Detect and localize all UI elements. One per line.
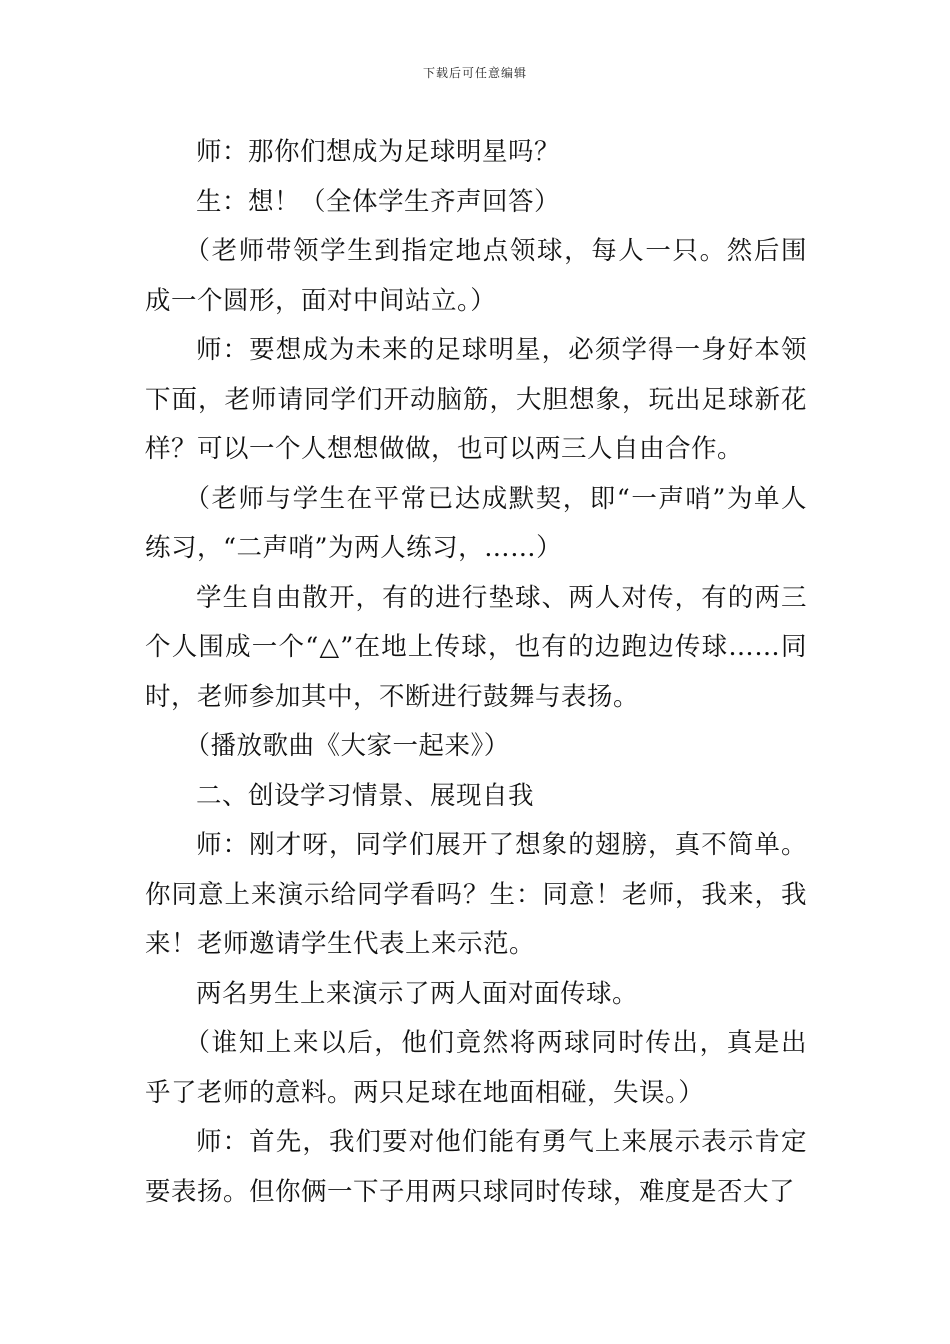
paragraph: 师：首先，我们要对他们能有勇气上来展示表示肯定要表扬。但你俩一下子用两只球同时传球，难度是否大了 (145, 1127, 807, 1207)
paragraph: （老师与学生在平常已达成默契，即“一声哨”为单人练习，“二声哨”为两人练习，……） (145, 483, 807, 563)
paragraph: 两名男生上来演示了两人面对面传球。 (196, 978, 639, 1009)
document-body (145, 128, 807, 1217)
paragraph: （播放歌曲《大家一起来》） (184, 731, 510, 761)
paragraph: 师：那你们想成为足球明星吗？ (196, 137, 561, 167)
paragraph: 师：刚才呀，同学们展开了想象的翅膀，真不简单。你同意上来演示给同学看吗？生：同意！老师，我来，我来！老师邀请学生代表上来示范。 (145, 830, 807, 959)
paragraph: 学生自由散开，有的进行垫球、两人对传，有的两三个人围成一个“△”在地上传球，也有的边跑边传球……同时，老师参加其中，不断进行鼓舞与表扬。 (145, 582, 807, 712)
section-heading: 二、创设学习情景、展现自我 (196, 780, 535, 811)
paragraph: （谁知上来以后，他们竟然将两球同时传出，真是出乎了老师的意料。两只足球在地面相碰，失误。） (145, 1028, 807, 1108)
paragraph: （老师带领学生到指定地点领球，每人一只。然后围成一个圆形，面对中间站立。） (145, 236, 807, 316)
paragraph: 生：想！（全体学生齐声回答） (196, 186, 561, 217)
page-header: 下载后可任意编辑 (422, 66, 527, 80)
paragraph: 师：要想成为未来的足球明星，必须学得一身好本领下面，老师请同学们开动脑筋，大胆想象，玩出足球新花样？可以一个人想想做做，也可以两三人自由合作。 (145, 335, 807, 464)
